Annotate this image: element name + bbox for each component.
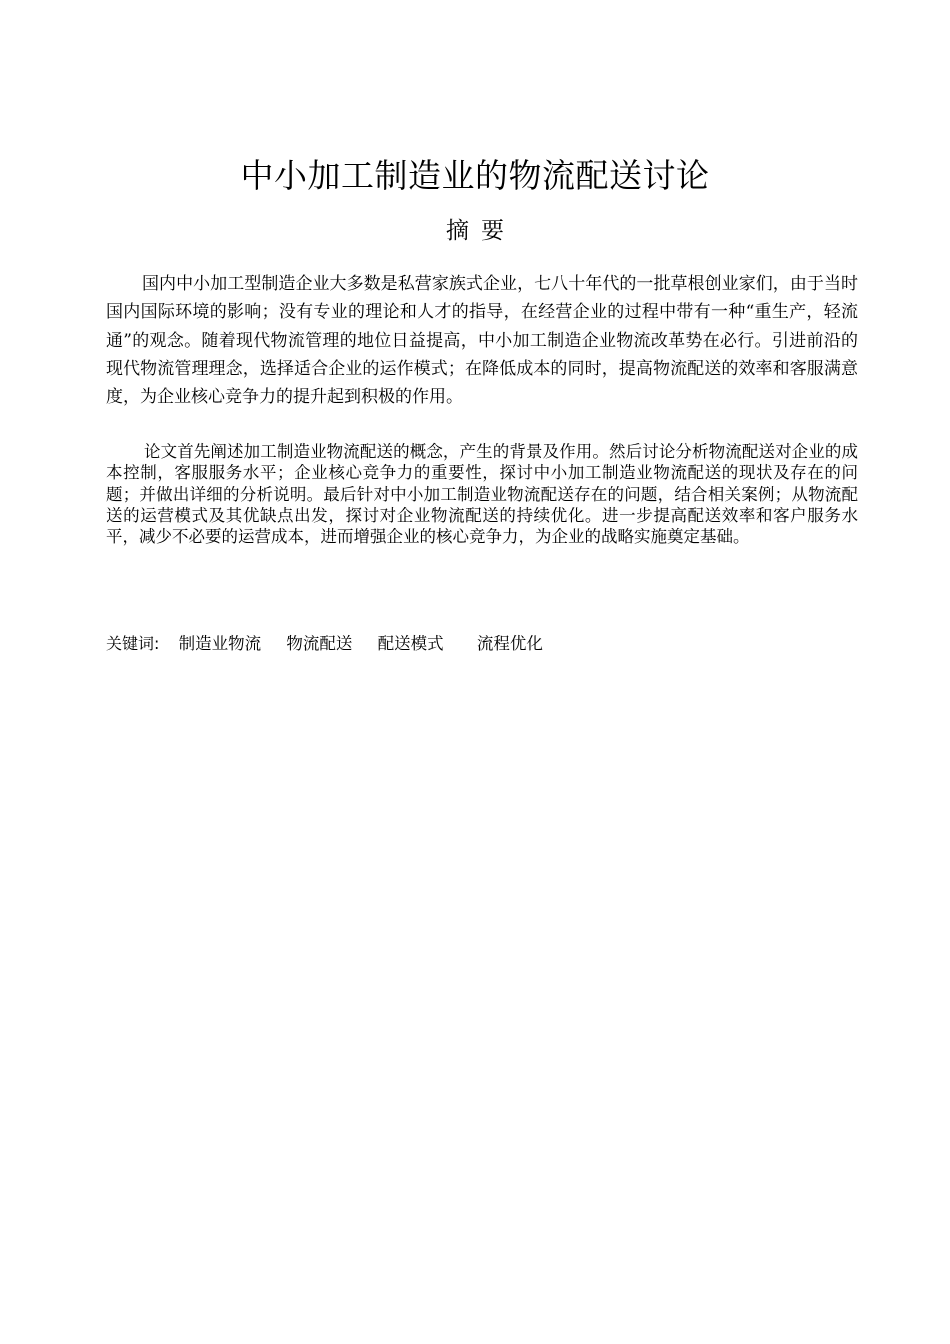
- keyword-item: 配送模式: [377, 634, 444, 653]
- abstract-paragraph-2: 论文首先阐述加工制造业物流配送的概念，产生的背景及作用。然后讨论分析物流配送对企业的成本控制，客服服务水平；企业核心竞争力的重要性，探讨中小加工制造业物流配送的现状及存在的问题；并做出详细的分析说明。最后针对中小加工制造业物流配送存在的问题，结合相关案例；从物流配送的运营模式及其优缺点出发，探讨对企业物流配送的持续优化。进一步提高配送效率和客户服务水平，减少不必要的运营成本，进而增强企业的核心竞争力，为企业的战略实施奠定基础。: [106, 442, 858, 547]
- keyword-item: 物流配送: [286, 634, 353, 653]
- document-title: 中小加工制造业的物流配送讨论: [240, 156, 710, 195]
- keywords-line: [106, 632, 543, 656]
- abstract-heading: 摘要: [446, 218, 516, 244]
- keyword-item: 流程优化: [476, 634, 543, 653]
- abstract-paragraph-1: 国内中小加工型制造企业大多数是私营家族式企业，七八十年代的一批草根创业家们，由于当时国内国际环境的影响；没有专业的理论和人才的指导，在经营企业的过程中带有一种“重生产，轻流通”的观念。随着现代物流管理的地位日益提高，中小加工制造企业物流改革势在必行。引进前沿的现代物流管理理念，选择适合企业的运作模式；在降低成本的同时，提高物流配送的效率和客服满意度，为企业核心竞争力的提升起到积极的作用。: [106, 274, 858, 408]
- keywords-label: 关键词:: [106, 634, 160, 653]
- keyword-item: 制造业物流: [178, 634, 262, 653]
